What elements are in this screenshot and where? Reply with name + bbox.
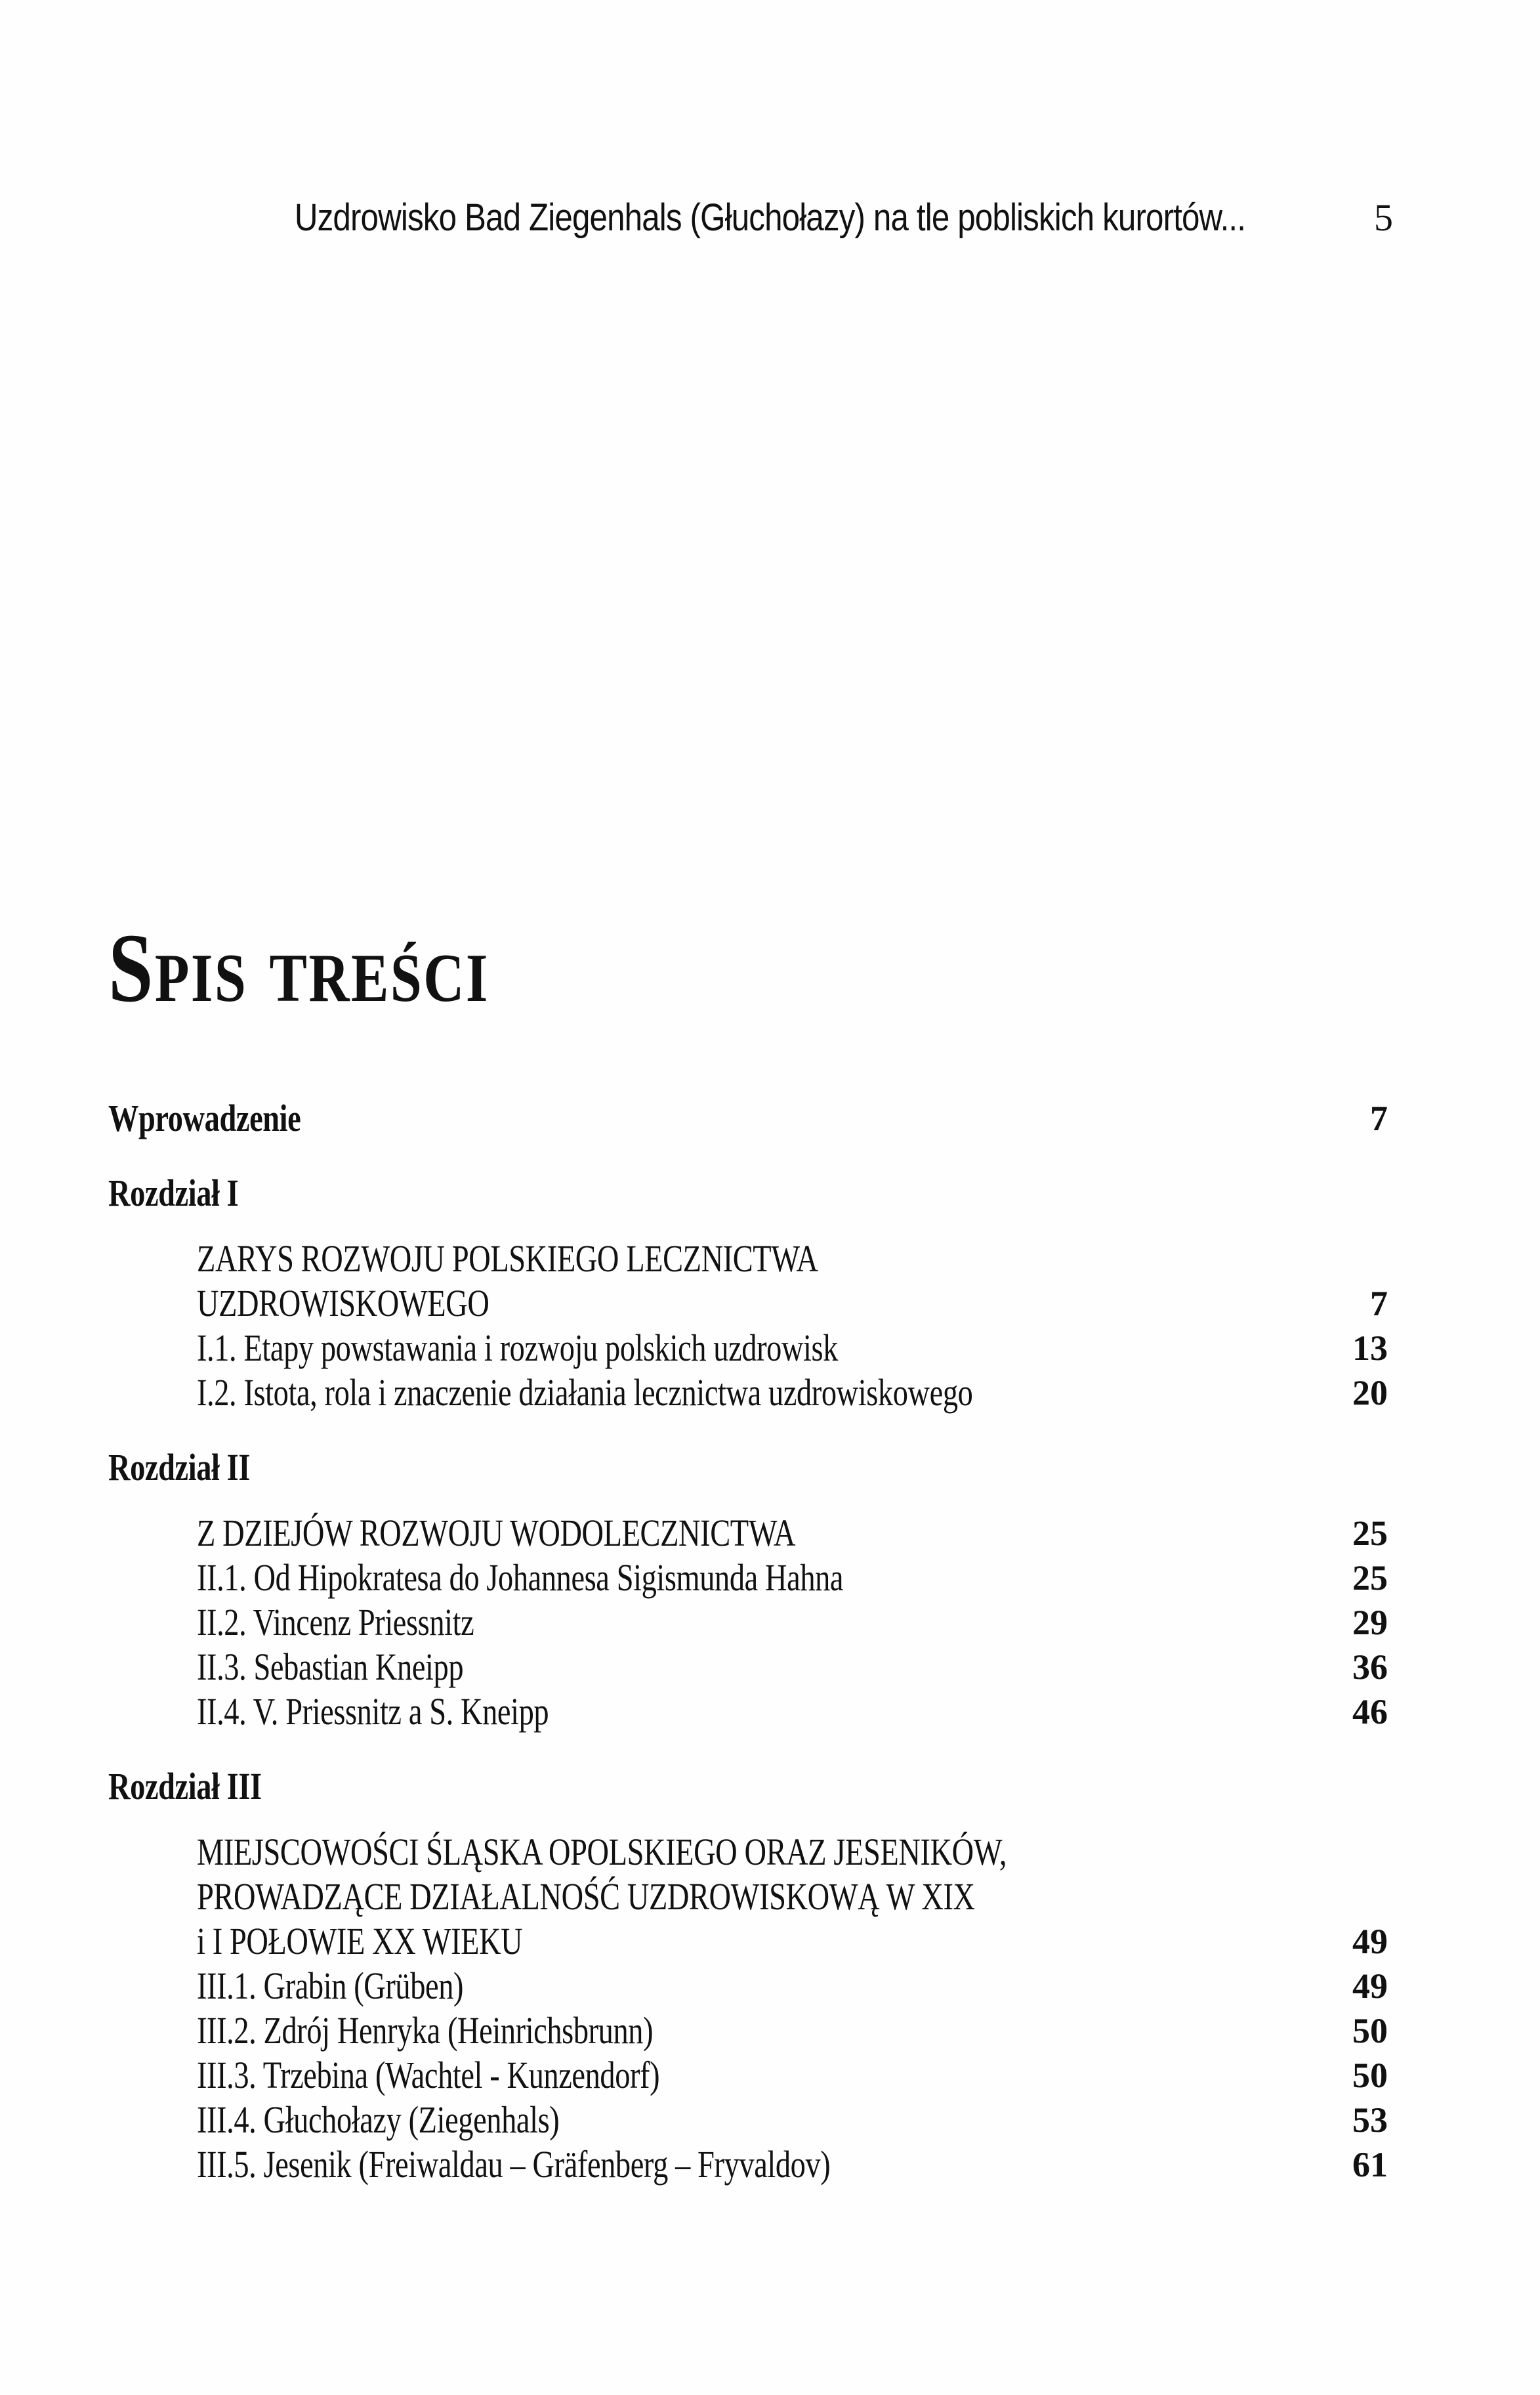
toc-page-number: 50 <box>1352 2011 1388 2050</box>
toc-item-label: I.2. Istota, rola i znaczenie działania lecznictwa uzdrowiskowego <box>197 1371 973 1414</box>
toc-page-number: 61 <box>1352 2145 1388 2184</box>
toc-item-label: III.1. Grabin (Grüben) <box>197 1964 464 2007</box>
toc-section-title: MIEJSCOWOŚCI ŚLĄSKA OPOLSKIEGO ORAZ JESENIKÓW, PROWADZĄCE DZIAŁALNOŚĆ UZDROWISKOWĄ W XIX i I POŁOWIE XX WIEKU <box>197 1831 1007 1962</box>
toc-page-number: 7 <box>1370 1099 1388 1138</box>
toc-page-number: 50 <box>1352 2056 1388 2095</box>
toc-item-label: II.1. Od Hipokratesa do Johannesa Sigismunda Hahna <box>197 1556 844 1599</box>
toc-item-label: III.4. Głuchołazy (Ziegenhals) <box>197 2098 560 2141</box>
toc-chapter-label: Rozdział III <box>108 1765 262 1808</box>
toc-page-number: 25 <box>1352 1558 1388 1598</box>
toc-page-number: 49 <box>1352 1922 1388 1961</box>
toc-item <box>108 1645 1388 1689</box>
toc-item-label: I.1. Etapy powstawania i rozwoju polskich uzdrowisk <box>197 1326 838 1369</box>
toc-chapter-label: Rozdział I <box>108 1172 239 1214</box>
toc-heading: Spis treści <box>108 914 489 1023</box>
toc-chapter <box>108 1764 1388 1809</box>
toc-page-number: 13 <box>1352 1328 1388 1368</box>
toc-item <box>108 1370 1388 1415</box>
table-of-contents <box>108 914 1388 2187</box>
toc-item <box>108 1326 1388 1370</box>
toc-item-label: III.2. Zdrój Henryka (Heinrichsbrunn) <box>197 2009 654 2052</box>
toc-section <box>108 1237 1388 1326</box>
toc-section-title: Z DZIEJÓW ROZWOJU WODOLECZNICTWA <box>197 1512 796 1554</box>
running-header-page-number: 5 <box>1374 196 1393 239</box>
toc-item-label: II.2. Vincenz Priessnitz <box>197 1601 474 1643</box>
toc-item-label: III.5. Jesenik (Freiwaldau – Gräfenberg – Fryvaldov) <box>197 2143 831 2186</box>
running-header-title: Uzdrowisko Bad Ziegenhals (Głuchołazy) na tle pobliskich kurortów... <box>294 196 1246 239</box>
toc-chapter <box>108 1171 1388 1216</box>
running-header <box>0 196 1540 248</box>
toc-chapter <box>108 1445 1388 1490</box>
toc-page-number: 46 <box>1352 1692 1388 1731</box>
toc-entry-label: Wprowadzenie <box>108 1097 301 1139</box>
toc-section <box>108 1511 1388 1556</box>
toc-item <box>108 2008 1388 2053</box>
toc-section <box>108 1830 1388 1964</box>
toc-entry <box>108 1096 1388 1141</box>
toc-item-label: III.3. Trzebina (Wachtel - Kunzendorf) <box>197 2054 660 2096</box>
toc-page-number: 20 <box>1352 1373 1388 1412</box>
toc-item <box>108 1556 1388 1600</box>
toc-item <box>108 1689 1388 1734</box>
toc-page-number: 49 <box>1352 1966 1388 2006</box>
toc-item-label: II.3. Sebastian Kneipp <box>197 1645 464 1688</box>
toc-item <box>108 1964 1388 2008</box>
toc-item <box>108 2053 1388 2098</box>
toc-page-number: 7 <box>1370 1284 1388 1323</box>
toc-item <box>108 2098 1388 2142</box>
toc-page-number: 36 <box>1352 1647 1388 1687</box>
toc-page-number: 53 <box>1352 2100 1388 2140</box>
toc-list <box>108 1096 1388 2187</box>
toc-page-number: 29 <box>1352 1603 1388 1642</box>
toc-section-title: ZARYS ROZWOJU POLSKIEGO LECZNICTWA UZDROWISKOWEGO <box>197 1237 818 1325</box>
toc-chapter-label: Rozdział II <box>108 1446 250 1489</box>
toc-item <box>108 1600 1388 1645</box>
toc-item <box>108 2142 1388 2187</box>
toc-item-label: II.4. V. Priessnitz a S. Kneipp <box>197 1690 549 1733</box>
toc-page-number: 25 <box>1352 1514 1388 1553</box>
